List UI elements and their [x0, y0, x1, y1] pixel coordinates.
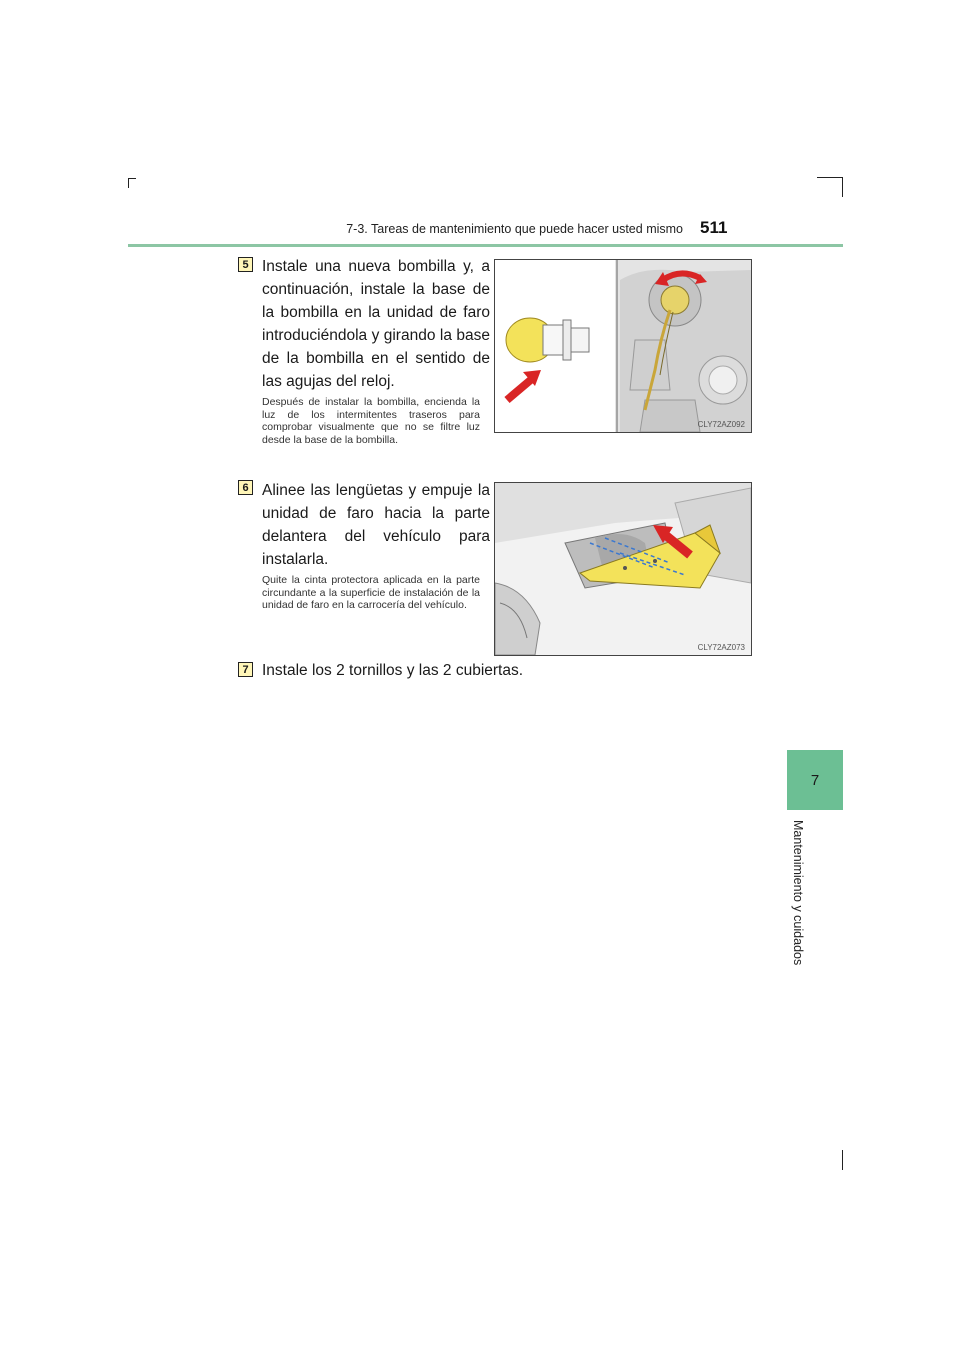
crop-mark: [817, 177, 842, 178]
step-instruction: Instale una nueva bombilla y, a continuación, instale la base de la bombilla en la unidad de faro introduciéndola y girando la base de la bombilla en el sentido de las agujas del reloj.: [262, 258, 490, 390]
chapter-number: 7: [810, 771, 820, 789]
crop-mark: [842, 177, 843, 197]
figure-headlight-install: [494, 482, 752, 656]
bulb-install-illustration: [495, 260, 751, 432]
step-badge: 6: [238, 480, 253, 495]
step-instruction: Alinee las lengüetas y empuje la unidad de faro hacia la parte delantera del vehículo para instalarla.: [262, 482, 490, 568]
headlight-install-illustration: [495, 483, 751, 655]
figure-code: CLY72AZ073: [697, 643, 745, 652]
step-note: Después de instalar la bombilla, encienda la luz de los intermitentes traseros para comprobar visualmente que no se filtre luz desde la base de la bombilla.: [262, 396, 480, 446]
header-rule: [128, 244, 843, 247]
section-title: 7-3. Tareas de mantenimiento que puede hacer usted mismo: [346, 222, 683, 236]
step-note: Quite la cinta protectora aplicada en la parte circundante a la superficie de instalación de la unidad de faro en la carrocería del vehículo.: [262, 574, 480, 611]
step-badge: 7: [238, 662, 253, 677]
chapter-label: Mantenimiento y cuidados: [791, 820, 805, 966]
step-instruction: Instale los 2 tornillos y las 2 cubiertas.: [262, 662, 524, 679]
crop-mark: [842, 1150, 843, 1170]
crop-mark: [128, 178, 129, 188]
chapter-tab: [787, 750, 843, 810]
figure-bulb-install: [494, 259, 752, 433]
page-number: 511: [700, 218, 728, 237]
crop-mark: [128, 178, 136, 179]
figure-code: CLY72AZ092: [697, 420, 745, 429]
step-badge: 5: [238, 257, 253, 272]
